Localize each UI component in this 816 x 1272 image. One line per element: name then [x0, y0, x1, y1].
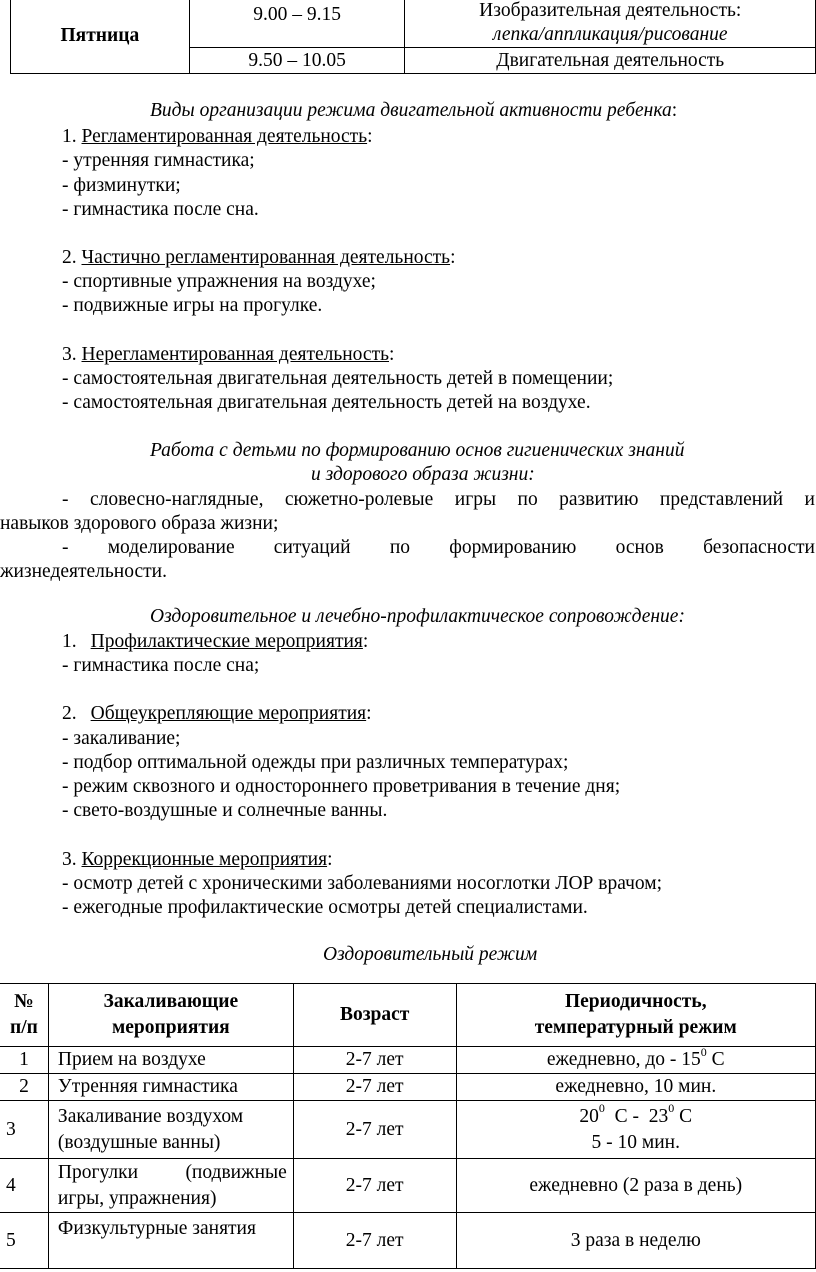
table-header-row: [0, 984, 816, 1047]
section-motor-heading: Виды организации режима двигательной активности ребенка:: [150, 100, 678, 121]
list-item: - утренняя гимнастика;: [62, 150, 255, 171]
hygiene-paragraph-2-line2: жизнедеятельности.: [0, 561, 167, 582]
schedule-time: 9.50 – 10.05: [248, 49, 346, 71]
motor-group-1-title: 1. Регламентированная деятельность:: [62, 126, 373, 147]
header-age: Возраст: [293, 984, 456, 1047]
list-item: - физминутки;: [62, 175, 181, 196]
schedule-activity-cell: [405, 0, 816, 48]
cell-num: 2: [0, 1074, 48, 1101]
schedule-activity-line1: Двигательная деятельность: [496, 49, 725, 71]
schedule-time: 9.00 – 9.15: [253, 4, 342, 25]
list-item: - гимнастика после сна.: [62, 199, 259, 220]
health-group-2-title: 2. Общеукрепляющие мероприятия:: [62, 703, 372, 724]
schedule-activity-cell: [405, 48, 816, 74]
cell-age: 2-7 лет: [293, 1047, 456, 1074]
table-row: [0, 1074, 816, 1101]
list-item: - самостоятельная двигательная деятельность детей на воздухе.: [62, 392, 591, 413]
health-group-3-title: 3. Коррекционные мероприятия:: [62, 849, 333, 870]
hygiene-paragraph-1-line2: навыков здорового образа жизни;: [0, 513, 279, 534]
cell-num: 5: [0, 1213, 48, 1269]
schedule-table: [10, 0, 816, 74]
schedule-time-cell: [189, 0, 405, 48]
cell-age: 2-7 лет: [293, 1213, 456, 1269]
cell-measure: Утренняя гимнастика: [48, 1074, 293, 1101]
cell-age: 2-7 лет: [293, 1101, 456, 1159]
section-hygiene-heading-line1: Работа с детьми по формированию основ гигиенических знаний: [150, 440, 685, 461]
header-measure: Закаливающие мероприятия: [48, 984, 293, 1047]
list-item: - гимнастика после сна;: [62, 655, 260, 676]
list-item: - ежегодные профилактические осмотры детей специалистами.: [62, 897, 588, 918]
cell-measure: Закаливание воздухом (воздушные ванны): [48, 1101, 293, 1159]
schedule-time-cell: [189, 48, 405, 74]
table-row: [0, 1213, 816, 1269]
table-row: [0, 1047, 816, 1074]
cell-num: 3: [0, 1101, 48, 1159]
table-row: [0, 1159, 816, 1213]
list-item: - спортивные упражнения на воздухе;: [62, 271, 376, 292]
list-item: - подбор оптимальной одежды при различных температурах;: [62, 752, 569, 773]
section-health-heading: Оздоровительное и лечебно-профилактическое сопровождение:: [150, 606, 685, 627]
cell-measure: Прогулки (подвижные игры, упражнения): [48, 1159, 293, 1213]
section-hygiene-heading-line2: и здорового образа жизни:: [311, 464, 535, 485]
cell-period: 3 раза в неделю: [456, 1213, 815, 1269]
hygiene-paragraph-2-line1: - моделирование ситуаций по формированию основ безопасности: [62, 537, 815, 558]
cell-age: 2-7 лет: [293, 1074, 456, 1101]
schedule-activity-line2: лепка/аппликация/рисование: [492, 24, 728, 45]
regime-table: [0, 983, 816, 1269]
motor-group-2-title: 2. Частично регламентированная деятельность:: [62, 247, 456, 268]
cell-period: ежедневно, 10 мин.: [456, 1074, 815, 1101]
schedule-activity-line1: Изобразительная деятельность:: [479, 0, 742, 21]
list-item: - закаливание;: [62, 728, 181, 749]
table-row: [0, 1101, 816, 1159]
cell-period: ежедневно, до - $15^0$ С: [456, 1047, 815, 1074]
header-period: Периодичность, температурный режим: [456, 984, 815, 1047]
list-item: - осмотр детей с хроническими заболеваниями носоглотки ЛОР врачом;: [62, 873, 663, 894]
motor-group-3-title: 3. Нерегламентированная деятельность:: [62, 344, 395, 365]
cell-period: $20^0$ С - $23^0$ С 5 - 10 мин.: [456, 1101, 815, 1159]
list-item: - самостоятельная двигательная деятельность детей в помещении;: [62, 368, 614, 389]
cell-measure: Прием на воздухе: [48, 1047, 293, 1074]
hygiene-paragraph-1-line1: - словесно-наглядные, сюжетно-ролевые игры по развитию представлений и: [62, 489, 815, 510]
cell-age: 2-7 лет: [293, 1159, 456, 1213]
schedule-day: Пятница: [60, 25, 140, 47]
list-item: - подвижные игры на прогулке.: [62, 295, 323, 316]
cell-num: 4: [0, 1159, 48, 1213]
list-item: - режим сквозного и одностороннего проветривания в течение дня;: [62, 776, 621, 797]
list-item: - свето-воздушные и солнечные ванны.: [62, 800, 388, 821]
cell-num: 1: [0, 1047, 48, 1074]
health-group-1-title: 1. Профилактические мероприятия:: [62, 631, 369, 652]
schedule-day-cell: [11, 0, 190, 74]
cell-measure: Физкультурные занятия: [48, 1213, 293, 1269]
header-num: № п/п: [0, 984, 48, 1047]
regime-table-caption: Оздоровительный режим: [323, 944, 538, 965]
cell-period: ежедневно (2 раза в день): [456, 1159, 815, 1213]
